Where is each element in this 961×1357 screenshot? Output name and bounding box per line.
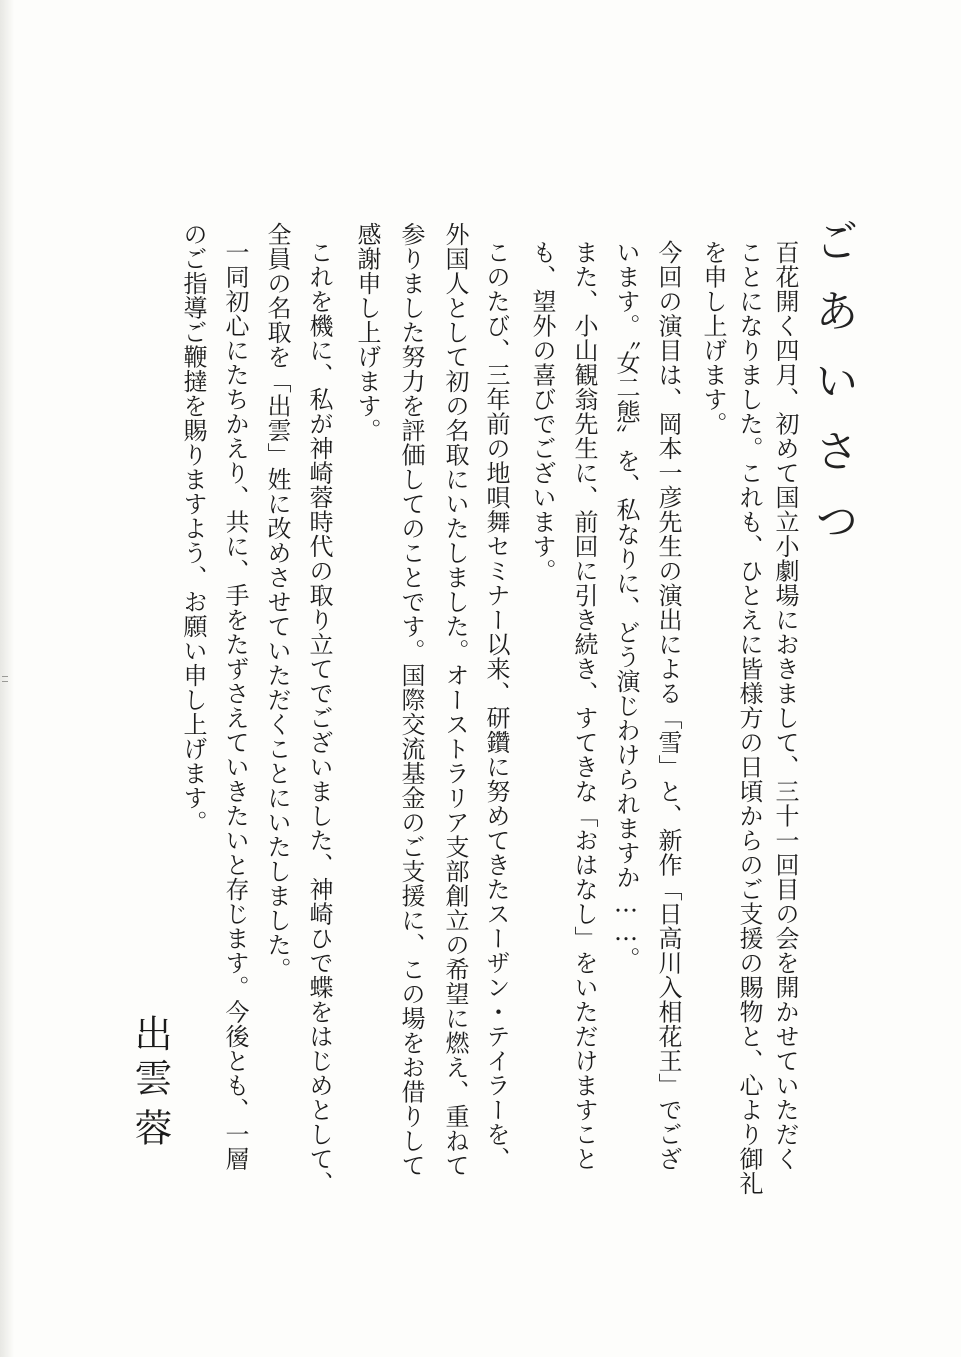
text-line: も、望外の喜びでございます。 bbox=[528, 240, 556, 583]
signature-surname: 出雲 bbox=[128, 1014, 172, 1102]
text-line: これを機に、私が神崎蓉時代の取り立てでございました、神崎ひで蝶をはじめとして、 bbox=[305, 240, 333, 1196]
text-line: を申し上げます。 bbox=[699, 240, 727, 436]
text-line: 一同初心にたちかえり、共に、手をたずさえていきたいと存じます。今後とも、一層 bbox=[221, 240, 249, 1171]
text-line: 百花開く四月、初めて国立小劇場におきまして、三十一回目の会を開かせていただく bbox=[771, 240, 799, 1171]
signature-given-name: 蓉 bbox=[128, 1108, 172, 1152]
text-line: 今回の演目は、岡本一彦先生の演出による「雪」と、新作「日高川入相花王」でござ bbox=[654, 240, 682, 1171]
text-line: ことになりました。これも、ひとえに皆様方の日頃からのご支援の賜物と、心より御礼 bbox=[735, 240, 763, 1196]
text-line: このたび、三年前の地唄舞セミナー以来、研鑽に努めてきたスーザン・テイラーを、 bbox=[482, 240, 510, 1171]
text-line: のご指導ご鞭撻を賜りますよう、お願い申し上げます。 bbox=[179, 222, 207, 835]
text-line: 外国人として初の名取にいたしました。オーストラリア支部創立の希望に燃え、重ねて bbox=[441, 222, 469, 1178]
text-line: 全員の名取を「出雲」姓に改めさせていただくことにいたしました。 bbox=[263, 222, 291, 982]
text-line: います。〝女二態〟を、私なりに、どう演じわけられますか……。 bbox=[612, 240, 640, 971]
binding-gutter bbox=[0, 0, 14, 1357]
gutter-mark bbox=[2, 681, 8, 682]
text-line: 参りました努力を評価してのことです。国際交流基金のご支援に、この場をお借りして bbox=[397, 222, 425, 1178]
gutter-mark bbox=[2, 676, 8, 677]
page-title: ごあいさつ bbox=[807, 218, 858, 568]
text-line: また、小山観翁先生に、前回に引き続き、すてきな「おはなし」をいただけますこと bbox=[570, 240, 598, 1171]
text-line: 感謝申し上げます。 bbox=[353, 222, 381, 443]
